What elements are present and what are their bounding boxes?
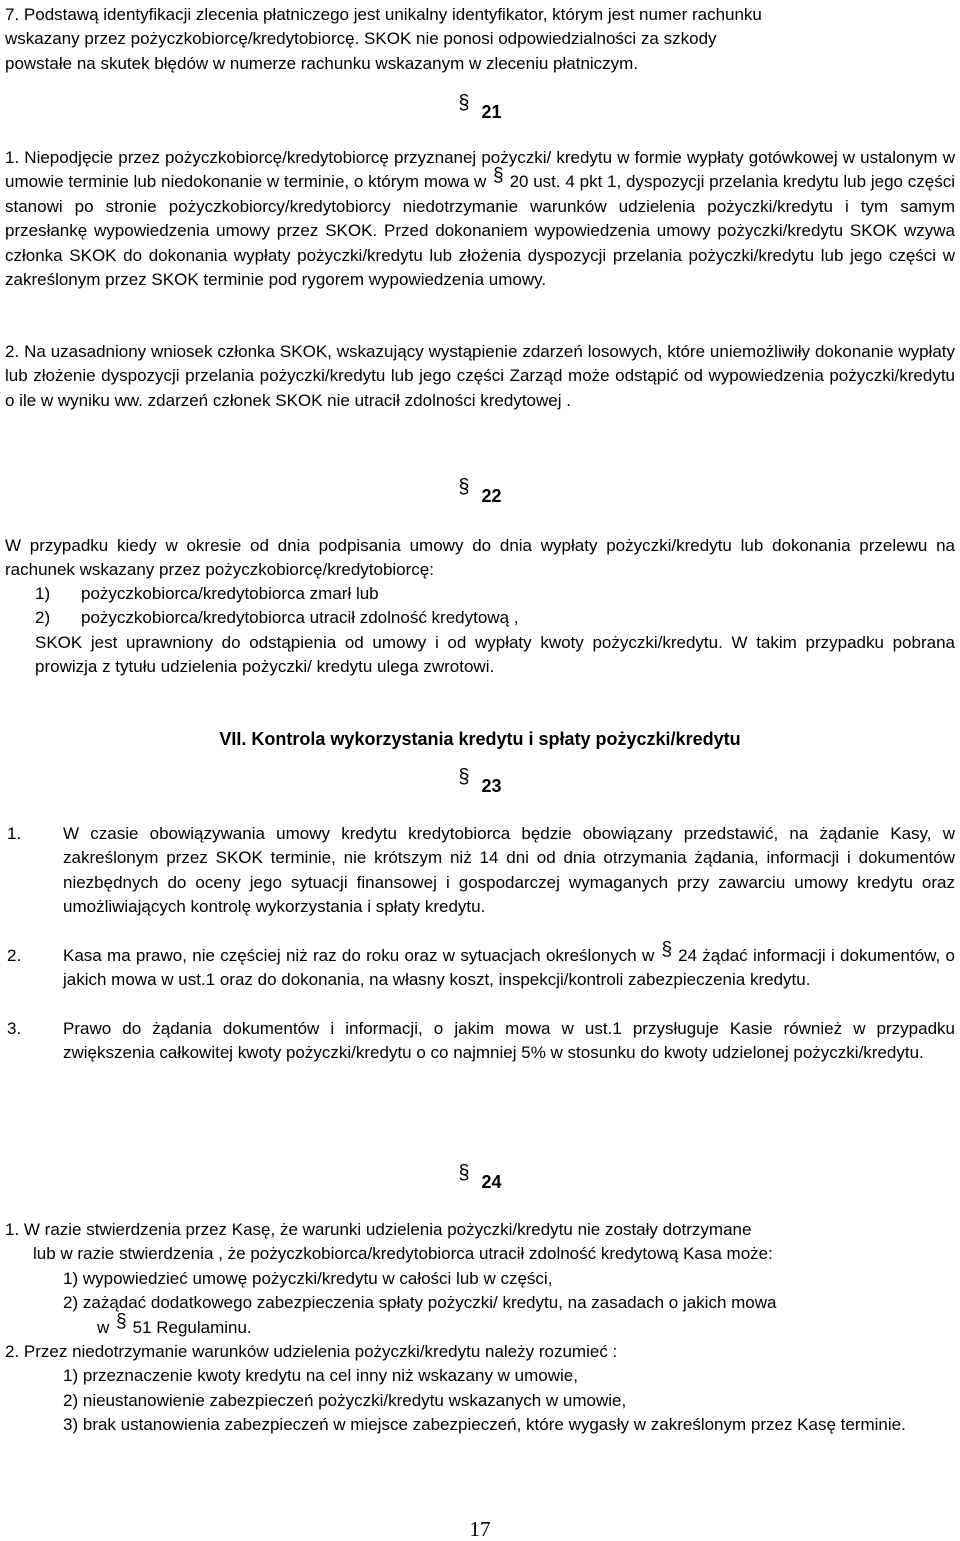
- s23-item-2-text-b: informacji i dokumentów, o jakich mowa w ust.1 oraz do dokonania, na własny koszt, inspekcji/kontroli zabezpieczenia kredytu.: [63, 946, 955, 990]
- list-item-text: wypowiedzieć umowę pożyczki/kredytu w całości lub w części,: [82, 1268, 553, 1288]
- section-22-outro: [35, 631, 955, 680]
- section-sign: §: [458, 92, 470, 114]
- section-24-heading: [0, 1162, 960, 1194]
- section-sign: §: [458, 766, 470, 788]
- list-item-continuation: [5, 1310, 955, 1340]
- chapter-heading: VII. Kontrola wykorzystania kredytu i spłaty pożyczki/kredytu: [219, 729, 741, 749]
- s21-p2-text: 2. Na uzasadniony wniosek członka SKOK, wskazujący wystąpienie zdarzeń losowych, które uniemożliwiły dokonanie wypłaty lub złożenie dyspozycji przelania pożyczki/kredytu lub jego części Zarząd może odstąpić od wypowiedzenia pożyczki/kredytu o ile w wyniku ww. zdarzeń członek SKOK nie utracił zdolności kredytowej .: [5, 342, 955, 410]
- section-22-intro: [5, 534, 955, 583]
- paragraph-7: [5, 3, 955, 76]
- s24-p1-line-2: lub w razie stwierdzenia , że pożyczkobiorca/kredytobiorca utracił zdolność kredytową Kasa może:: [33, 1244, 773, 1264]
- list-item-text: pożyczkobiorca/kredytobiorca zmarł lub: [81, 584, 379, 603]
- section-23-heading: [0, 766, 960, 798]
- paragraph-7-line-2: wskazany przez pożyczkobiorcę/kredytobiorcę. SKOK nie ponosi odpowiedzialności za szkody: [5, 29, 717, 49]
- list-item: [5, 1267, 955, 1291]
- list-item: [35, 606, 935, 630]
- section-23-list: [5, 822, 955, 1066]
- s22-outro-text: SKOK jest uprawniony do odstąpienia od umowy i od wypłaty kwoty pożyczki/kredytu. W takim przypadku pobrana prowizja z tytułu udzielenia pożyczki/ kredytu ulega zwrotowi.: [35, 633, 955, 677]
- section-22-heading: [0, 476, 960, 508]
- list-item-number: 1): [35, 584, 51, 603]
- list-item: [5, 1364, 955, 1388]
- s21-p1-text-a: 1. Niepodjęcie przez pożyczkobiorcę/kredytobiorcę przyznanej pożyczki/ kredytu w formie wypłaty gotówkowej w ustalonym w umowie terminie lub niedokonanie w terminie, o którym mowa w: [5, 148, 955, 192]
- list-item-number: 1): [63, 1268, 79, 1288]
- list-item: [5, 939, 955, 1017]
- section-24-number: 24: [481, 1172, 502, 1192]
- list-item: [35, 582, 935, 606]
- section-22-number: 22: [481, 486, 502, 506]
- list-item-number: 2.: [7, 946, 22, 965]
- list-item-text: Prawo do żądania dokumentów i informacji, o jakim mowa w ust.1 przysługuje Kasie również w przypadku zwiększenia całkowitej kwoty pożyczki/kredytu o co najmniej 5% w stosunku do kwoty udzielonej pożyczki/kredytu.: [63, 1019, 955, 1063]
- s21-p1-text-b: 4 pkt 1, dyspozycji przelania kredytu lub jego części stanowi po stronie pożyczkobiorcy/kredytobiorcy niedotrzymanie warunków udzielenia pożyczki/kredytu i tym samym przesłankę wypowiedzenia umowy przez SKOK. Przed dokonaniem wypowiedzenia umowy pożyczki/kredytu SKOK wzywa członka SKOK do dokonania wypłaty pożyczki/kredytu lub złożenia dyspozycji przelania pożyczki/kredytu lub jego części w zakreślonym przez SKOK terminie pod rygorem wypowiedzenia umowy.: [5, 172, 955, 290]
- list-item: [5, 822, 955, 944]
- section-21-paragraph-1: [5, 146, 955, 292]
- paragraph-7-line-1: 7. Podstawą identyfikacji zlecenia płatniczego jest unikalny identyfikator, którym jest numer rachunku: [5, 5, 762, 24]
- section-sign: §: [458, 1162, 470, 1184]
- list-item: [5, 1291, 955, 1315]
- list-item: [5, 1017, 955, 1066]
- list-item-number: 3): [63, 1415, 79, 1435]
- list-item-text: brak ustanowienia zabezpieczeń w miejsce zabezpieczeń, które wygasły w zakreślonym przez Kasę terminie.: [82, 1415, 906, 1435]
- list-item-text: pożyczkobiorca/kredytobiorca utracił zdolność kredytową ,: [81, 608, 519, 628]
- s24-item-2-ref: 51 Regulaminu.: [132, 1317, 252, 1337]
- s24-p2-line: 2. Przez niedotrzymanie warunków udzielenia pożyczki/kredytu należy rozumieć :: [5, 1342, 618, 1361]
- list-item-number: 1): [63, 1366, 79, 1386]
- s23-item-2-ref: 24 żądać: [678, 946, 748, 965]
- list-item: [5, 1413, 955, 1437]
- section-21-paragraph-2: [5, 340, 955, 413]
- section-24-paragraph-2: [5, 1340, 955, 1438]
- list-item-text: zażądać dodatkowego zabezpieczenia spłaty pożyczki/ kredytu, na zasadach o jakich mowa: [82, 1293, 777, 1313]
- section-sign: §: [661, 939, 673, 960]
- s22-intro-text: W przypadku kiedy w okresie od dnia podpisania umowy do dnia wypłaty pożyczki/kredytu lub dokonania przelewu na rachunek wskazany przez pożyczkobiorcę/kredytobiorcę:: [5, 536, 955, 580]
- list-item-number: 2): [35, 608, 51, 628]
- section-sign: §: [458, 476, 470, 498]
- section-sign: §: [116, 1310, 127, 1332]
- s23-item-2-text-a: Kasa ma prawo, nie częściej niż raz do roku oraz w sytuacjach określonych w: [63, 946, 660, 965]
- section-21-number: 21: [481, 102, 502, 122]
- list-item-number: 2): [63, 1390, 79, 1410]
- section-24-paragraph-1: [5, 1218, 955, 1340]
- paragraph-7-line-3: powstałe na skutek błędów w numerze rachunku wskazanym w zleceniu płatniczym.: [5, 53, 639, 73]
- section-21-heading: [0, 92, 960, 124]
- s21-p1-ref: 20 ust.: [509, 172, 561, 192]
- section-23-number: 23: [481, 776, 502, 796]
- s24-item-2-pre: w: [97, 1317, 114, 1337]
- list-item-number: 3.: [7, 1019, 22, 1038]
- list-item-text: przeznaczenie kwoty kredytu na cel inny niż wskazany w umowie,: [82, 1366, 578, 1386]
- section-22-list: [35, 582, 935, 631]
- list-item: [5, 1389, 955, 1413]
- page-number: 17: [469, 1517, 491, 1541]
- s24-p1-line-1: 1. W razie stwierdzenia przez Kasę, że warunki udzielenia pożyczki/kredytu nie zostały dotrzymane: [5, 1220, 752, 1239]
- list-item-text: [63, 939, 955, 993]
- list-item-number: 2): [63, 1293, 79, 1313]
- list-item-text: W czasie obowiązywania umowy kredytu kredytobiorca będzie obowiązany przedstawić, na żądanie Kasy, w zakreślonym przez SKOK terminie, nie krótszym niż 14 dni od dnia otrzymania żądania, informacji i dokumentów niezbędnych do oceny jego sytuacji finansowej i gospodarczej wymaganych przy zawarciu umowy kredytu oraz umożliwiających kontrolę wykorzystania i spłaty kredytu.: [63, 824, 955, 917]
- list-item-number: 1.: [7, 824, 22, 843]
- section-sign: §: [492, 165, 504, 187]
- list-item-text: nieustanowienie zabezpieczeń pożyczki/kredytu wskazanych w umowie,: [82, 1390, 627, 1410]
